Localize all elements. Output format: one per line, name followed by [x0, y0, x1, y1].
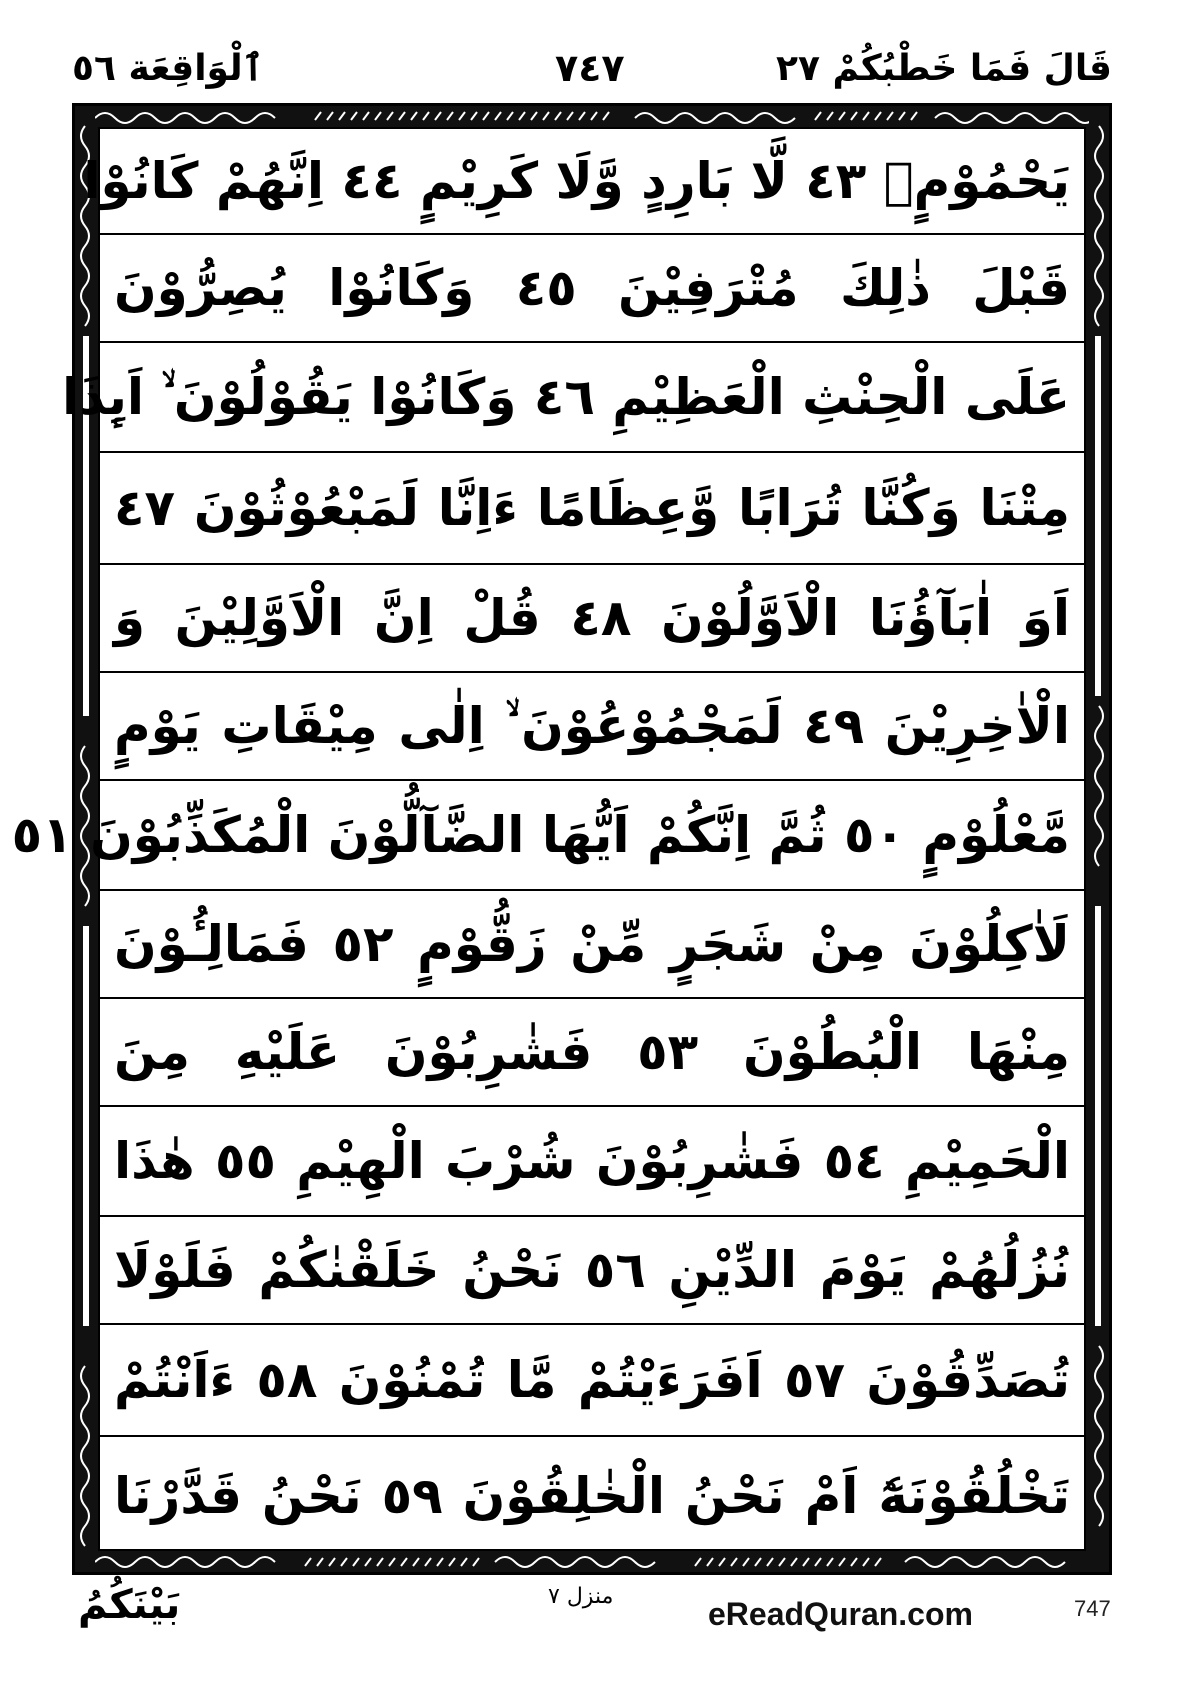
line-text: تَخْلُقُوْنَهٗٓ اَمْ نَحْنُ الْخٰلِقُوْنَ ٥٩ نَحْنُ قَدَّرْنَا	[114, 1467, 1070, 1525]
page-footer	[0, 1580, 1190, 1650]
site-watermark: eReadQuran.com	[708, 1596, 973, 1632]
text-line-13	[100, 1437, 1084, 1555]
surah-name: ٱلْوَاقِعَة ٥٦	[72, 48, 264, 89]
text-line-8	[100, 891, 1084, 999]
text-line-9	[100, 999, 1084, 1107]
frame-ornament-bottom-icon	[75, 1552, 1109, 1572]
text-line-3	[62, 343, 1084, 453]
frame-ornament-top-icon	[75, 106, 1109, 126]
line-text: مِتْنَا وَكُنَّا تُرَابًا وَّعِظَامًا ءَاِنَّا لَمَبْعُوْثُوْنَ ٤٧	[114, 479, 1070, 537]
text-line-5	[100, 565, 1084, 673]
line-text: الْاٰخِرِيْنَ ٤٩ لَمَجْمُوْعُوْنَ ۙ اِلٰى مِيْقَاتِ يَوْمٍ	[114, 697, 1070, 755]
line-text: نُزُلُهُمْ يَوْمَ الدِّيْنِ ٥٦ نَحْنُ خَلَقْنٰكُمْ فَلَوْلَا	[114, 1241, 1070, 1299]
text-line-10	[100, 1107, 1084, 1217]
page-number: 747	[1074, 1596, 1111, 1621]
line-text: الْحَمِيْمِ ٥٤ فَشٰرِبُوْنَ شُرْبَ الْهِيْمِ ٥٥ هٰذَا	[114, 1132, 1070, 1190]
line-text: مَّعْلُوْمٍ ٥٠ ثُمَّ اِنَّكُمْ اَيُّهَا الضَّآلُّوْنَ الْمُكَذِّبُوْنَ ٥١	[11, 806, 1070, 864]
line-text: لَاٰكِلُوْنَ مِنْ شَجَرٍ مِّنْ زَقُّوْمٍ ٥٢ فَمَالِـُٔوْنَ	[114, 915, 1070, 973]
text-line-12	[100, 1325, 1084, 1437]
line-text: قَبْلَ ذٰلِكَ مُتْرَفِيْنَ ٤٥ وَكَانُوْا يُصِرُّوْنَ	[114, 259, 1071, 317]
text-line-6	[100, 673, 1084, 781]
juz-name: قَالَ فَمَا خَطْبُكُمْ ٢٧	[776, 48, 1112, 89]
catchword: بَيْنَكُمُ	[78, 1582, 181, 1628]
frame-ornament-right-icon	[1089, 106, 1109, 1572]
line-text: مِنْهَا الْبُطُوْنَ ٥٣ فَشٰرِبُوْنَ عَلَيْهِ مِنَ	[114, 1023, 1070, 1081]
text-line-2	[100, 235, 1084, 343]
page-number-arabic: ٧٤٧	[555, 46, 625, 90]
ornamental-frame	[11, 103, 1112, 1575]
line-text: اَوَ اٰبَآؤُنَا الْاَوَّلُوْنَ ٤٨ قُلْ اِنَّ الْاَوَّلِيْنَ وَ	[114, 589, 1070, 647]
line-text: عَلَى الْحِنْثِ الْعَظِيْمِ ٤٦ وَكَانُوْا يَقُوْلُوْنَ ۙ اَىِٕذَا	[62, 368, 1070, 426]
page-header	[0, 44, 1190, 100]
text-line-4	[100, 453, 1084, 565]
text-line-7	[11, 781, 1084, 891]
text-area	[11, 127, 1086, 1551]
line-text: تُصَدِّقُوْنَ ٥٧ اَفَرَءَيْتُمْ مَّا تُمْنُوْنَ ٥٨ ءَاَنْتُمْ	[114, 1351, 1071, 1409]
manzil-label: منزل ٧	[548, 1584, 614, 1609]
line-text: يَحْمُوْمٍۙ ٤٣ لَّا بَارِدٍ وَّلَا كَرِيْمٍ ٤٤ اِنَّهُمْ كَانُوْا	[83, 152, 1070, 210]
text-line-11	[100, 1217, 1084, 1325]
text-line-1	[83, 129, 1084, 235]
